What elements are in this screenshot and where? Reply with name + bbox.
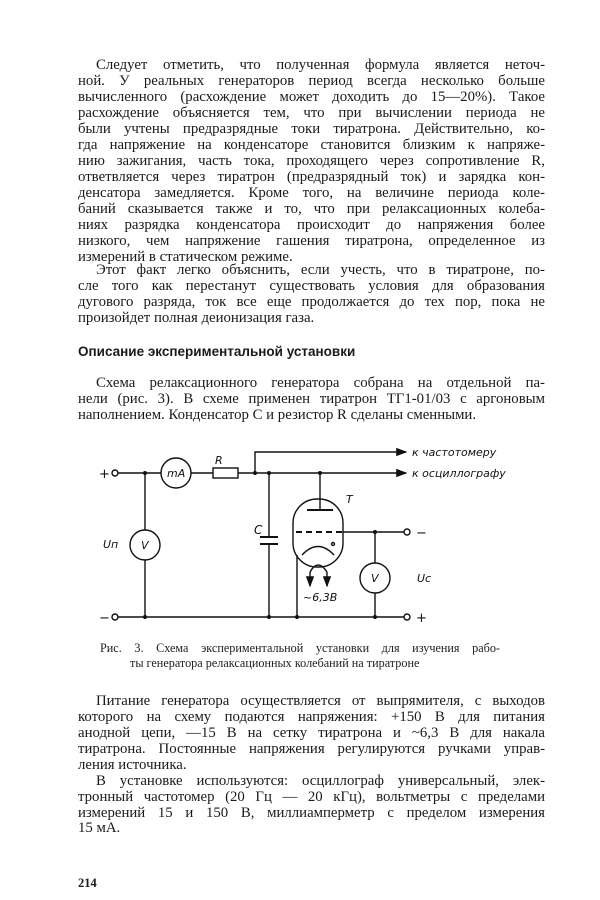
page-number: 214: [78, 876, 97, 890]
resistor: [213, 468, 238, 478]
label-plus-left: +: [99, 467, 110, 482]
text-line: измерений в статическом режиме.: [78, 249, 293, 265]
figure-caption-line: Рис. 3. Схема экспериментальной установки для изучения рабо-: [100, 641, 500, 655]
text-line: дугового разряда, ток все еще продолжается до тех пор, пока не: [78, 294, 545, 310]
text-line: наполнением. Конденсатор C и резистор R сделаны сменными.: [78, 407, 477, 423]
text-line: баний сказывается также и то, что при релаксационных колеба-: [78, 201, 545, 217]
text-line: были учтены предразрядные токи тиратрона. Действительно, ко-: [78, 121, 545, 137]
label-to-oscilloscope: к осциллографу: [412, 467, 506, 480]
text-line: сле того как перестанут существовать условия для образования: [78, 278, 545, 294]
label-r: R: [215, 454, 223, 467]
text-line: которого на схему подаются напряжения: +150 В для питания: [78, 708, 545, 725]
label-c: C: [254, 523, 263, 537]
label-uc: Uc: [417, 572, 432, 585]
text-line: тронный частотомер (20 Гц — 20 кГц), вольтметры с пределами: [78, 788, 545, 805]
text-line: денсатора замедляется. Кроме того, на величине периода коле-: [78, 185, 545, 201]
label-plus-right: +: [416, 611, 427, 626]
label-heater: ~6,3В: [303, 591, 338, 604]
text-line: Схема релаксационного генератора собрана на отдельной па-: [96, 375, 545, 391]
text-line: Следует отметить, что полученная формула является неточ-: [96, 57, 545, 73]
label-un: Uп: [103, 538, 119, 551]
label-to-frequency-meter: к частотомеру: [412, 446, 497, 459]
section-heading: Описание экспериментальной установки: [78, 344, 356, 359]
figure-caption-line: ты генератора релаксационных колебаний на тиратроне: [130, 656, 420, 670]
text-line: низкого, чем напряжение гашения тиратрона, определенное из: [78, 233, 545, 249]
label-t: T: [346, 493, 353, 506]
label-minus-left: −: [99, 611, 110, 626]
text-line: вычисленного (расхождение может доходить до 15—20%). Такое: [78, 89, 545, 105]
capacitor: [260, 537, 278, 544]
text-line: расхождение объясняется тем, что при вычислении периода не: [78, 105, 545, 121]
text-line: Питание генератора осуществляется от выпрямителя, с выходов: [96, 693, 545, 709]
text-line: нели (рис. 3). В схеме применен тиратрон ТГ1-01/03 с аргоновым: [78, 391, 545, 407]
text-line: В установке используются: осциллограф универсальный, элек-: [96, 773, 545, 789]
text-line: ления источника.: [78, 756, 187, 773]
text-line: ответвляется через тиратрон (предразрядный ток) и зарядка кон-: [78, 169, 545, 185]
text-line: ной. У реальных генераторов период всегда несколько больше: [78, 73, 545, 89]
text-line: анодной цепи, —15 В на сетку тиратрона и ~6,3 В для накала: [78, 724, 545, 741]
text-line: ниях разрядка конденсатора происходит до напряжения более: [78, 217, 545, 233]
thyratron: [293, 499, 343, 586]
text-line: тиратрона. Постоянные напряжения регулируются ручками управ-: [78, 740, 545, 757]
text-line: 15 мА.: [78, 820, 121, 837]
label-v-right: V: [371, 572, 379, 585]
text-line: гда напряжение на конденсаторе становится близким к напряже-: [78, 137, 545, 153]
label-minus-right: −: [416, 526, 427, 541]
label-v-left: V: [141, 539, 149, 552]
text-line: нию зажигания, часть тока, проходящего через сопротивление R,: [78, 153, 545, 169]
text-line: произойдет полная деионизация газа.: [78, 310, 315, 326]
label-ma: mA: [167, 467, 186, 480]
text-line: Этот факт легко объяснить, если учесть, что в тиратроне, по-: [96, 262, 545, 278]
text-line: измерений 15 и 150 В, миллиамперметр с пределом измерения: [78, 804, 545, 821]
